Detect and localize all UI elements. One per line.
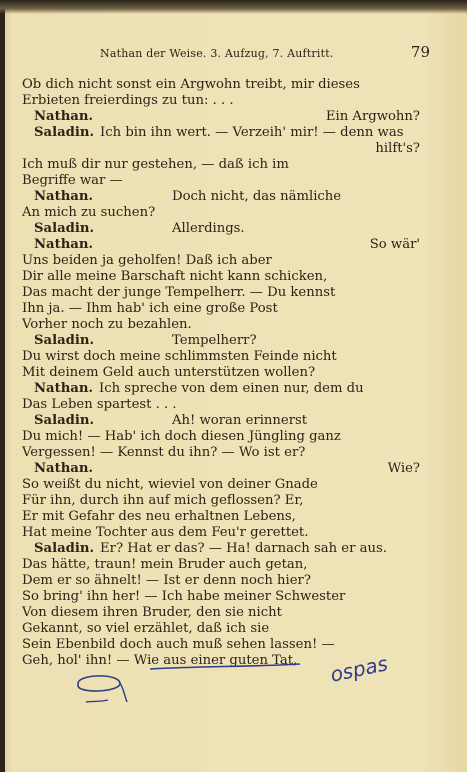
line-text-mid: Doch nicht, das nämliche [172,189,342,204]
line-text-right: Wie? [387,461,420,476]
line-text: Dir alle meine Barschaft nicht kann schicken, [22,269,328,284]
line-text: Das Leben spartest . . . [22,397,177,412]
line-text: Vorher noch zu bezahlen. [22,317,192,332]
line-text: Dem er so ähnelt! — Ist er denn noch hier? [22,573,311,588]
speaker-name: Nathan. [34,237,94,252]
text-line [22,650,297,672]
line-text: Begriffe war — [22,173,123,188]
ebenbild-tail [120,683,127,702]
line-text: Vergessen! — Kennst du ihn? — Wo ist er? [22,445,306,460]
line-text: Das macht der junge Tempelherr. — Du kennst [22,285,336,300]
speaker-name: Nathan. [34,189,94,204]
underline-hol [86,700,108,702]
line-text: An mich zu suchen? [22,205,156,220]
line-text: Ich bin ihn wert. — Verzeih' mir! — denn was [100,125,404,140]
line-text: Ob dich nicht sonst ein Argwohn treibt, mir dieses [22,77,360,92]
line-text: Du mich! — Hab' ich doch diesen Jüngling ganz [22,429,341,444]
speaker-name: Saladin. [34,541,95,556]
line-text: Mit deinem Geld auch unterstützen wollen? [22,365,316,380]
line-text-right: So wär' [369,237,420,252]
line-text-mid: Allerdings. [172,221,245,236]
speaker-name: Nathan. [34,109,94,124]
speaker-name: Nathan. [34,381,94,396]
line-text: So weißt du nicht, wieviel von deiner Gnade [22,477,318,492]
ebenbild-circle [78,676,120,691]
page-top-shadow [0,0,467,14]
page-number: 79 [410,43,430,61]
line-text: Gekannt, so viel erzählet, daß ich sie [22,621,270,636]
line-text-mid: Tempelherr? [172,333,257,348]
line-text: Das hätte, traun! mein Bruder auch getan, [22,557,308,572]
handwritten-note: ospas [328,651,390,687]
running-title: Nathan der Weise. 3. Aufzug, 7. Auftritt. [100,47,334,60]
page-header [60,45,430,65]
line-text-right: hilft's? [375,141,420,156]
speaker-name: Saladin. [34,333,95,348]
line-text: Ich spreche von dem einen nur, dem du [99,381,364,396]
line-text: Hat meine Tochter aus dem Feu'r gerettet. [22,525,309,540]
speaker-name: Saladin. [34,221,95,236]
speaker-name: Saladin. [34,413,95,428]
line-text: Erbieten freierdings zu tun: . . . [22,93,234,108]
line-text: Du wirst doch meine schlimmsten Feinde nicht [22,349,337,364]
line-text: Von diesem ihren Bruder, den sie nicht [22,605,282,620]
line-text-right: Ein Argwohn? [325,109,420,124]
line-text: Er mit Gefahr des neu erhaltnen Lebens, [22,509,296,524]
line-text: Ihn ja. — Ihm hab' ich eine große Post [22,301,278,316]
line-text: Geh, hol' ihn! — Wie aus einer guten Tat, [22,653,298,668]
line-text: Er? Hat er das? — Ha! darnach sah er aus. [100,541,387,556]
line-text: Für ihn, durch ihn auf mich geflossen? Er, [22,493,304,508]
line-text: Uns beiden ja geholfen! Daß ich aber [22,253,272,268]
book-spine-shadow [0,0,5,772]
speaker-name: Saladin. [34,125,95,140]
line-text-mid: Ah! woran erinnerst [172,413,308,428]
speaker-name: Nathan. [34,461,94,476]
line-text: So bring' ihn her! — Ich habe meiner Schwester [22,589,346,604]
line-text: Ich muß dir nur gestehen, — daß ich im [22,157,289,172]
line-text: Sein Ebenbild doch auch muß sehen lassen! — [22,637,335,652]
